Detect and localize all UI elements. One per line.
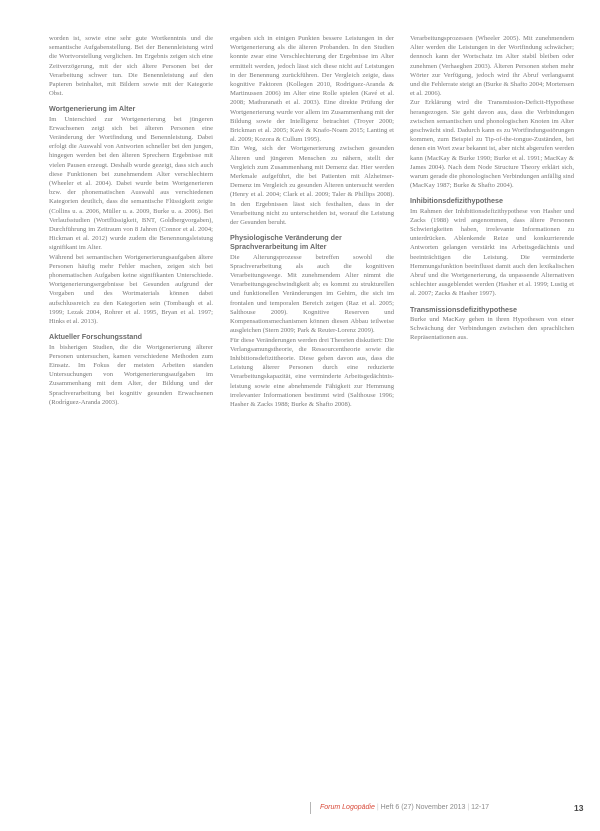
text-column-1: [49, 34, 213, 407]
paragraph: ergaben sich in einigen Punkten bessere Leistungen in der Wortgenerierung als die älteren Probanden. In den Studien konnte zwar eine Verschlechterung der Ergebnisse im Alter ermittelt werden, jedoch lässt sich diese nicht auf Leistungen in der Benennung zurückführen. Der Vergleich zeigte, dass kognitive Faktoren (Kollegen 2010, Rodriguez-Aranda & Martinussen 2006) im Alter eine Rolle spielen (Kavé et al. 2008; Mathuranath et al. 2003). Eine direkte Prüfung der Wortgenerierung wurde vor allem im Zusammenhang mit der Bildung sowie der Intelligenz betrachtet (Troyer 2000; Brickman et al. 2005; Kavé & Knafo-Noam 2015; Lanting et al. 2009; Kozora & Cullum 1995).: [230, 35, 394, 144]
paragraph: Die Alterungsprozesse betreffen sowohl die Sprachverarbeitung als auch die kognitiven Verarbeitungswege. Mit zunehmendem Alter nimmt die Verarbeitungsgeschwindigkeit ab; es kommt zu strukturellen und funktionellen Veränderungen im Gehirn, die sich im frontalen und temporalen Bereich zeigen (Raz et al. 2005; Salthouse 2009). Kognitive Reserven und Kompensationsmechanismen können diesen Abbau teilweise ausgleichen (Stern 2009; Park & Reuter-Lorenz 2009).: [230, 253, 394, 335]
page-range: 12-17: [471, 804, 490, 811]
paragraph: Zur Erklärung wird die Transmission-Deficit-Hypothese herangezogen. Sie geht davon aus, dass die Verbindungen zwischen semantischen und phonologischen Knoten im Alter geschwächt sind. Dadurch kann es zu Wortfindungsstörungen kommen, zum Beispiel zu Tip-of-the-tongue-Zuständen, bei denen ein Wort zwar bekannt ist, aber nicht abgerufen werden kann (MacKay & Burke 1990; Burke et al. 1991; MacKay & James 2004). Nach dem Node Structure Theory erklärt sich, warum gerade die phonologischen Verbindungen anfällig sind (MacKay 1987; Burke & Shafto 2004).: [410, 99, 574, 190]
section-heading: Physiologische Veränderung der Sprachverarbeitung im Alter: [230, 233, 342, 252]
paragraph: Während bei semantischen Wortgenerierungsaufgaben ältere Personen häufig mehr Fehler machen, zeigen sich bei phonematischen Aufgaben keine signifikanten Unterschiede. Wortgenerierungsergebnisse bei Gesunden aufgrund der Vorgaben und des Wortmaterials können dabei aufschlussreich zu den Kategorien sein (Tombaugh et al. 1999; Lezak 2004, Rohrer et al. 1995, Bryan et al. 1997; Hinks et al. 2013).: [49, 253, 213, 326]
section-heading: Wortgenerierung im Alter: [49, 104, 136, 114]
paragraph: In bisherigen Studien, die die Wortgenerierung älterer Personen untersuchen, kamen verschiedene Methoden zum Einsatz. Im Fokus der meisten Arbeiten standen Untersuchungen von Wortgenerierungsaufgaben im Zusammenhang mit dem Alter, der Bildung und der Sprachverarbeitung bei kognitiv gesunden Erwachsenen (Rodríguez-Aranda 2003).: [49, 343, 213, 406]
section-heading: Aktueller Forschungsstand: [49, 332, 143, 342]
section-heading: Inhibitionsdefizithypothese: [410, 196, 504, 206]
journal-name: Forum Logopädie: [320, 804, 375, 811]
section-heading: Transmissionsdefizithypothese: [410, 304, 518, 314]
paragraph: Im Rahmen der Inhibitionsdefizithypothese von Hasher und Zacks (1988) wird angenommen, dass ältere Personen Schwierigkeiten haben, irrelevante Informationen zu unterdrücken. Ablenkende Reize und konkurrierende Antworten gelangen verstärkt ins Arbeitsgedächtnis und beeinträchtigen die Leistung. Die verminderte Hemmungsfunktion beeinflusst damit auch den lexikalischen Abruf und die Wortgenerierung, da unpassende Alternativen schlechter ausgeblendet werden (Hasher et al. 1999; Lustig et al. 2007; Zacks & Hasher 1997).: [410, 207, 574, 298]
text-column-2: [230, 34, 394, 409]
paragraph: Ein Weg, sich der Wortgenerierung zwischen gesunden Älteren und jüngeren Menschen zu nähern, stellt der Vergleich zum Zusammenhang mit Demenz dar. Hier werden Merkmale aufgeführt, die bei Patienten mit Alzheimer-Demenz im Vergleich zu gesunden Älteren untersucht werden (Henry et al. 2004; Clark et al. 2009; Taler & Phillips 2008). In den Ergebnissen lässt sich festhalten, dass in der Verarbeitung nicht zu unterscheiden ist, worauf die Leistung der Gesunden beruht.: [230, 145, 394, 227]
paragraph: worden ist, sowie eine sehr gute Wortkenntnis und die semantische Aufgabenstellung. Bei der Benennleistung wird die Wortvorstellung verglichen. Im Ergebnis zeigen sich eine Zeitverzögerung, mit der sich ältere Personen bei der Verarbeitung schwer tun. Die Benennleistung auf den Papieren beinhaltet, mit Bildern sowie mit der Kategorie Obst.: [49, 35, 213, 98]
paragraph: Burke und MacKay gehen in ihren Hypothesen von einer Schwächung der Verbindungen zwischen den sprachlichen Repräsentationen aus.: [410, 315, 574, 342]
page-number: 13: [574, 803, 584, 813]
text-column-3: [410, 34, 574, 343]
paragraph: Im Unterschied zur Wortgenerierung bei jüngeren Erwachsenen zeigt sich bei älteren Personen eine Veränderung der Wortfindung und Benennleistung. Dabei erfolgt die Auswahl von Antworten schneller bei den jungen, hingegen werden bei den älteren Sprechern Ergebnisse mit vielen Pausen erzeugt. Deshalb wurde gezeigt, dass sich auch diese Funktionen bei zunehmendem Alter verschlechtern (Wheeler et al. 2004). Dabei wurde beim Wortgenerieren bzw. der phonematischen Auswahl aus verschiedenen Kategorien deutlich, dass die semantische Flüssigkeit zeigte (Collins u. a. 2006, Müller u. a. 2009, Burke u. a. 2006). Bei Verlaufsstudien (Wortflüssigkeit, BNT, Goldbergvorgaben), Durchführung im Zeitraum von 8 Jahren (Connor et al. 2004; Hickman et al. 2012) wurde zudem die Benennungsleistung signifikant im Alter.: [49, 115, 213, 252]
paragraph: Für diese Veränderungen werden drei Theorien diskutiert: Die Verlangsamungstheorie, die Ressourcentheorie sowie die Inhibitionsdefizittheorie. Diese gehen davon aus, dass die Leistung älterer Personen durch eine reduzierte Verarbeitungskapazität, eine verminderte Arbeitsgedächtnisleistung sowie eine abnehmende Fähigkeit zur Hemmung irrelevanter Informationen bestimmt wird (Salthouse 1996; Hasher & Zacks 1988; Burke & Shafto 2008).: [230, 336, 394, 408]
paragraph: Verarbeitungsprozessen (Wheeler 2005). Mit zunehmendem Alter werden die Leistungen in der Wortfindung schwächer; dennoch kann der Wortschatz im Alter stabil bleiben oder zunehmen (Verhaeghen 2003). Älteren Personen stehen mehr Wörter zur Verfügung, jedoch wird ihr Abruf verlangsamt und die Fehlerrate steigt an (Burke & Shafto 2004; Mortensen et al. 2006).: [410, 35, 574, 98]
page-footer: [0, 802, 600, 822]
issue-info: Heft 6 (27) November 2013: [380, 804, 466, 811]
separator: |: [467, 804, 472, 811]
footer-citation: [320, 804, 489, 811]
separator: |: [376, 804, 381, 811]
footer-divider: [310, 802, 311, 814]
